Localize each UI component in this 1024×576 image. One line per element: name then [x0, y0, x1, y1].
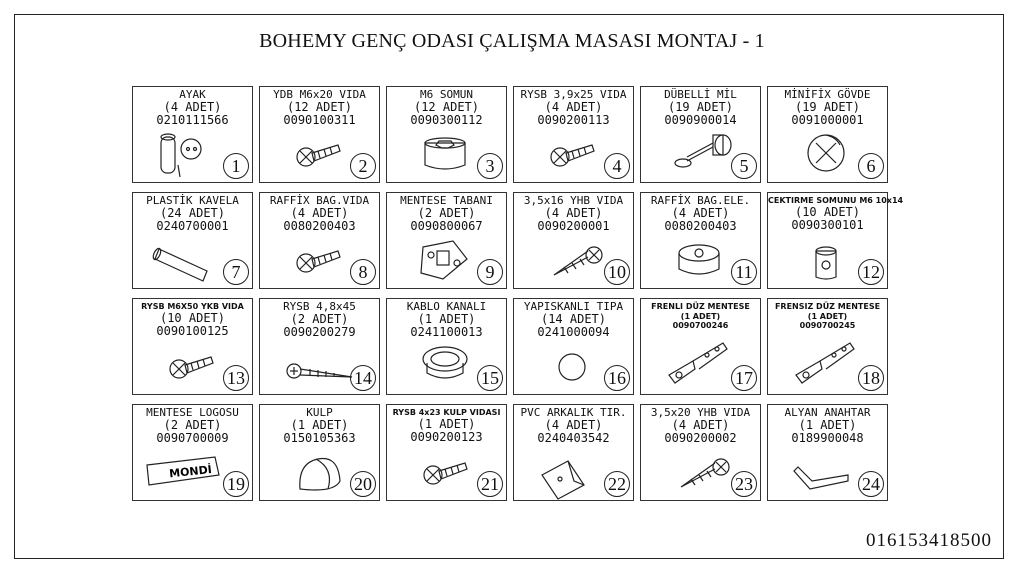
- part-number-badge: 18: [858, 365, 884, 391]
- part-number-badge: 20: [350, 471, 376, 497]
- part-name: KABLO KANALI: [406, 300, 487, 313]
- part-name: RYSB M6X50 YKB VIDA: [141, 302, 244, 311]
- part-number-badge: 16: [604, 365, 630, 391]
- part-name: FRENLI DÜZ MENTESE: [651, 302, 750, 311]
- part-name: RAFFİX BAG.ELE.: [650, 194, 751, 207]
- part-name: RYSB 4,8x45: [283, 300, 356, 313]
- part-code: 0241100013: [410, 325, 483, 339]
- part-code: 0090200113: [537, 113, 610, 127]
- part-quantity: (1 ADET): [807, 312, 848, 321]
- part-name: CEKTIRME SOMUNU M6 10x14: [768, 196, 904, 205]
- part-cell: [259, 86, 380, 183]
- part-cell: [132, 192, 253, 289]
- part-cell: [132, 404, 253, 501]
- part-cell: [513, 192, 634, 289]
- part-number-badge: 24: [858, 471, 884, 497]
- part-quantity: (4 ADET): [544, 206, 603, 220]
- part-code: 0090100311: [283, 113, 356, 127]
- part-number-badge: 22: [604, 471, 630, 497]
- part-number-badge: 15: [477, 365, 503, 391]
- part-cell: [767, 86, 888, 183]
- part-quantity: (12 ADET): [286, 100, 353, 114]
- part-code: 0241000094: [537, 325, 610, 339]
- part-quantity: (1 ADET): [417, 312, 476, 326]
- part-number-badge: 7: [223, 259, 249, 285]
- part-number-badge: 3: [477, 153, 503, 179]
- part-code: 0090900014: [664, 113, 737, 127]
- part-quantity: (2 ADET): [290, 312, 349, 326]
- part-name: MİNİFİX GÖVDE: [784, 88, 871, 101]
- part-name: AYAK: [179, 88, 206, 101]
- part-quantity: (4 ADET): [671, 206, 730, 220]
- part-number-badge: 11: [731, 259, 757, 285]
- part-name: PVC ARKALIK TIR.: [520, 406, 627, 419]
- part-quantity: (14 ADET): [540, 312, 607, 326]
- part-code: 0090200002: [664, 431, 737, 445]
- part-cell: [259, 192, 380, 289]
- part-number-badge: 23: [731, 471, 757, 497]
- part-code: 0080200403: [664, 219, 737, 233]
- part-cell: [513, 298, 634, 395]
- part-number-badge: 8: [350, 259, 376, 285]
- part-number-badge: 9: [477, 259, 503, 285]
- part-name: M6 SOMUN: [420, 88, 473, 101]
- part-number-badge: 21: [477, 471, 503, 497]
- part-name: FRENSIZ DÜZ MENTESE: [774, 302, 881, 311]
- part-code: 0090200001: [537, 219, 610, 233]
- sheet-title: BOHEMY GENÇ ODASI ÇALIŞMA MASASI MONTAJ - 1: [259, 30, 765, 52]
- part-code: 0090300112: [410, 113, 483, 127]
- part-cell: [513, 404, 634, 501]
- part-number-badge: 5: [731, 153, 757, 179]
- parts-grid: [132, 86, 904, 501]
- part-code: 0090700245: [799, 321, 856, 330]
- part-code: 0090100125: [156, 324, 229, 338]
- part-quantity: (1 ADET): [417, 417, 476, 431]
- part-cell: [259, 404, 380, 501]
- part-name: RYSB 4x23 KULP VIDASI: [392, 408, 501, 417]
- part-number-badge: 12: [858, 259, 884, 285]
- part-cell: [513, 86, 634, 183]
- part-number-badge: 2: [350, 153, 376, 179]
- part-number-badge: 14: [350, 365, 376, 391]
- part-quantity: (24 ADET): [159, 206, 226, 220]
- part-code: 0090200279: [283, 325, 356, 339]
- part-code: 0090700246: [672, 321, 729, 330]
- part-name: ALYAN ANAHTAR: [784, 406, 871, 419]
- part-cell: [386, 298, 507, 395]
- part-code: 0090300101: [791, 218, 864, 232]
- part-cell: [386, 404, 507, 501]
- part-quantity: (19 ADET): [794, 100, 861, 114]
- part-number-badge: 10: [604, 259, 630, 285]
- logo-text: MONDİ: [168, 463, 213, 481]
- part-number-badge: 6: [858, 153, 884, 179]
- part-code: 0090200123: [410, 430, 483, 444]
- part-code: 0090800067: [410, 219, 483, 233]
- part-code: 0189900048: [791, 431, 864, 445]
- part-quantity: (10 ADET): [794, 205, 861, 219]
- part-quantity: (1 ADET): [680, 312, 721, 321]
- part-quantity: (19 ADET): [667, 100, 734, 114]
- part-code: 0091000001: [791, 113, 864, 127]
- part-quantity: (1 ADET): [290, 418, 349, 432]
- part-quantity: (2 ADET): [417, 206, 476, 220]
- part-cell: [259, 298, 380, 395]
- part-cell: [132, 86, 253, 183]
- part-code: 0240700001: [156, 219, 229, 233]
- part-quantity: (4 ADET): [290, 206, 349, 220]
- part-number-badge: 13: [223, 365, 249, 391]
- part-name: 3,5x20 YHB VIDA: [650, 406, 751, 419]
- part-name: KULP: [306, 406, 333, 419]
- part-quantity: (10 ADET): [159, 311, 226, 325]
- part-code: 0090700009: [156, 431, 229, 445]
- part-number-badge: 4: [604, 153, 630, 179]
- part-cell: [386, 192, 507, 289]
- part-cell: [640, 192, 761, 289]
- part-number-badge: 19: [223, 471, 249, 497]
- part-cell: [767, 192, 904, 289]
- part-name: YDB M6x20 VIDA: [273, 88, 366, 101]
- part-name: 3,5x16 YHB VIDA: [523, 194, 624, 207]
- part-code: 0150105363: [283, 431, 356, 445]
- part-cell: [640, 86, 761, 183]
- part-quantity: (4 ADET): [544, 100, 603, 114]
- part-quantity: (4 ADET): [671, 418, 730, 432]
- part-name: MENTESE TABANI: [400, 194, 493, 207]
- document-code: 016153418500: [866, 530, 992, 551]
- part-code: 0080200403: [283, 219, 356, 233]
- part-quantity: (4 ADET): [544, 418, 603, 432]
- part-cell: [640, 404, 761, 501]
- part-name: RAFFİX BAG.VIDA: [269, 194, 370, 207]
- part-name: MENTESE LOGOSU: [146, 406, 239, 419]
- part-number-badge: 1: [223, 153, 249, 179]
- part-quantity: (4 ADET): [163, 100, 222, 114]
- part-quantity: (1 ADET): [798, 418, 857, 432]
- part-cell: [132, 298, 253, 395]
- part-number-badge: 17: [731, 365, 757, 391]
- part-code: 0210111566: [156, 113, 229, 127]
- part-code: 0240403542: [537, 431, 610, 445]
- part-cell: [767, 404, 888, 501]
- part-name: RYSB 3,9x25 VIDA: [520, 88, 627, 101]
- part-cell: [640, 298, 761, 395]
- part-cell: [767, 298, 888, 395]
- part-name: YAPISKANLI TIPA: [523, 300, 624, 313]
- part-quantity: (2 ADET): [163, 418, 222, 432]
- part-name: PLASTİK KAVELA: [146, 194, 239, 207]
- part-cell: [386, 86, 507, 183]
- part-quantity: (12 ADET): [413, 100, 480, 114]
- part-name: DÜBELLİ MİL: [664, 88, 737, 101]
